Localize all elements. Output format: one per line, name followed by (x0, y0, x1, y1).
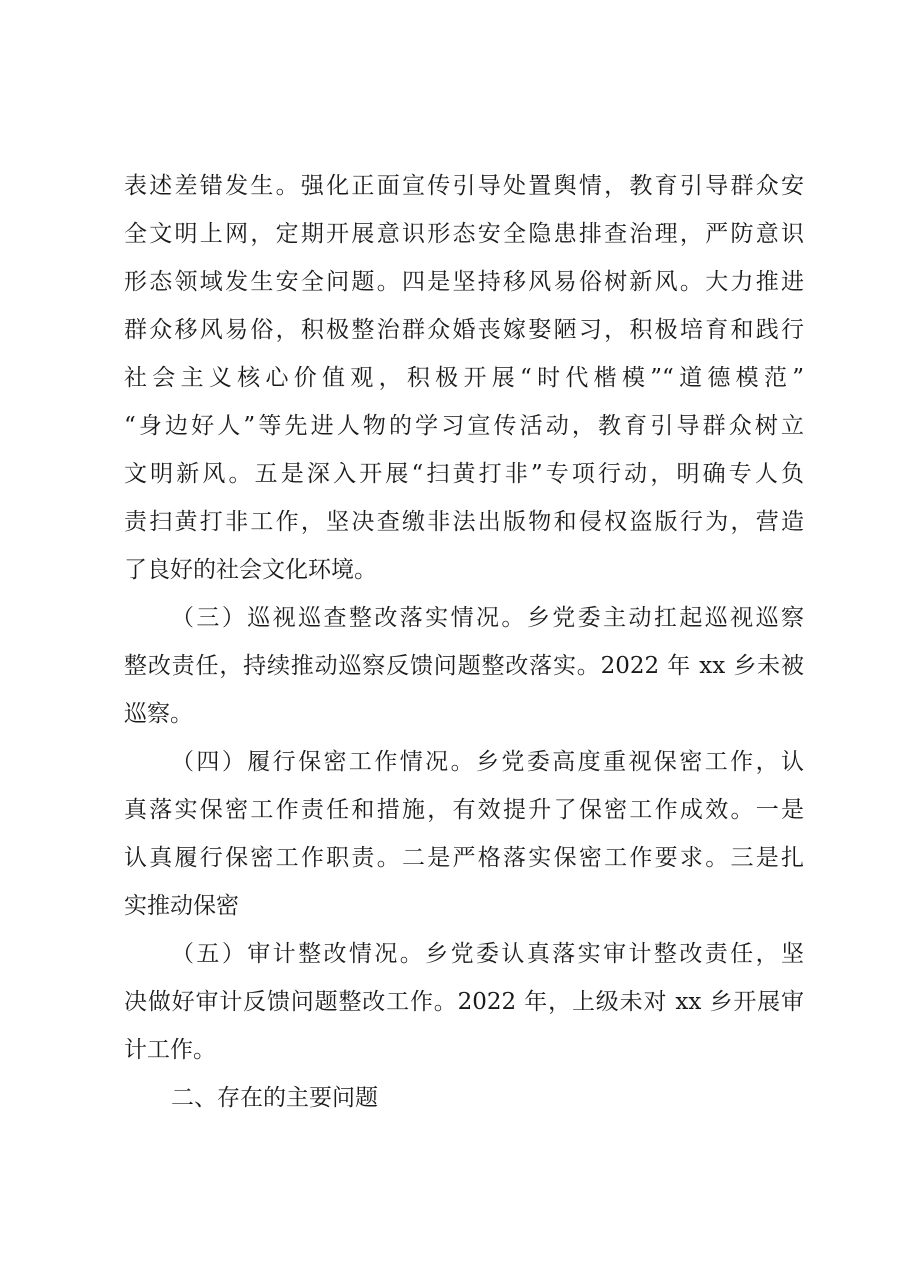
text-line: 表述差错发生。强化正面宣传引导处置舆情，教育引导群众安 (124, 173, 804, 199)
text-line: 群众移风易俗，积极整治群众婚丧嫁娶陋习，积极培育和践行 (124, 317, 804, 343)
text-line: （五）审计整改情况。乡党委认真落实审计整改责任，坚 (171, 941, 804, 967)
section-heading: 二、存在的主要问题 (171, 1085, 378, 1111)
text-line: 文明新风。五是深入开展“扫黄打非”专项行动，明确专人负 (124, 461, 804, 487)
text-line: 计工作。 (124, 1037, 216, 1063)
text-line: 真落实保密工作责任和措施，有效提升了保密工作成效。一是 (124, 797, 804, 823)
text-line: 决做好审计反馈问题整改工作。2022 年，上级未对 xx 乡开展审 (124, 989, 804, 1015)
text-line: 了良好的社会文化环境。 (124, 557, 377, 583)
text-line: （四）履行保密工作情况。乡党委高度重视保密工作，认 (171, 749, 804, 775)
text-line: 巡察。 (124, 701, 193, 727)
text-line: 实推动保密 (124, 893, 239, 919)
text-line: 责扫黄打非工作，坚决查缴非法出版物和侵权盗版行为，营造 (124, 509, 804, 535)
text-line: 形态领域发生安全问题。四是坚持移风易俗树新风。大力推进 (124, 269, 804, 295)
text-line: “身边好人”等先进人物的学习宣传活动，教育引导群众树立 (124, 413, 804, 439)
text-line: 整改责任，持续推动巡察反馈问题整改落实。2022 年 xx 乡未被 (124, 653, 804, 679)
text-line: 社会主义核心价值观，积极开展“时代楷模”“道德模范” (124, 365, 804, 391)
text-line: （三）巡视巡查整改落实情况。乡党委主动扛起巡视巡察 (171, 605, 804, 631)
text-line: 认真履行保密工作职责。二是严格落实保密工作要求。三是扎 (124, 845, 804, 871)
text-line: 全文明上网，定期开展意识形态安全隐患排查治理，严防意识 (124, 221, 804, 247)
